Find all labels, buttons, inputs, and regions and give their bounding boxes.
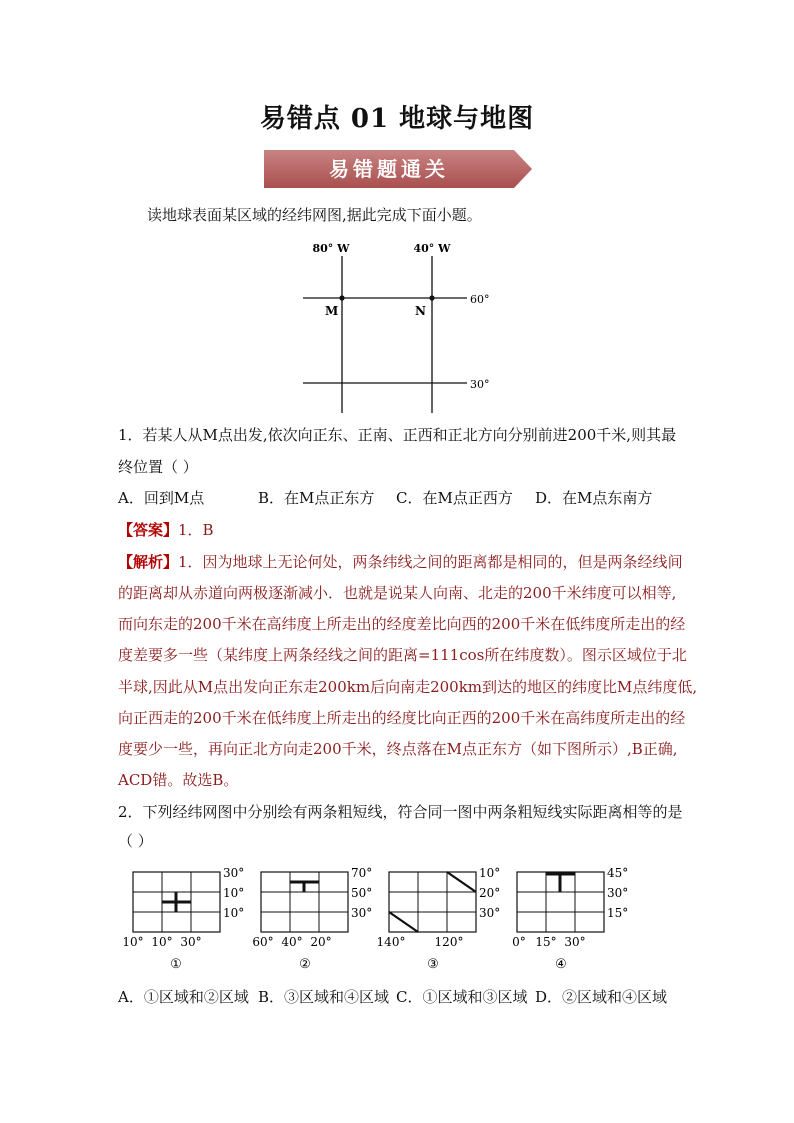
point-n-dot: [429, 295, 434, 300]
q2-grids-figure: [115, 858, 680, 978]
svg-text:30°: 30°: [351, 906, 373, 920]
q1-line-1: 1．若某人从M点出发,依次向正东、正南、正西和正北方向分别前进200千米,则其最: [118, 426, 677, 444]
q2-line-1: 2．下列经纬网图中分别绘有两条粗短线，符合同一图中两条粗短线实际距离相等的是: [118, 803, 683, 821]
q2-line-2: （ ）: [118, 832, 153, 850]
q2-option-b: B．③区域和④区域: [258, 988, 390, 1006]
svg-text:0°: 0°: [512, 935, 526, 949]
svg-text:30°: 30°: [479, 906, 501, 920]
section-banner: [264, 150, 532, 188]
point-m-label: M: [325, 304, 339, 318]
svg-text:45°: 45°: [607, 866, 629, 880]
svg-text:10°: 10°: [122, 935, 144, 949]
svg-text:15°: 15°: [535, 935, 557, 949]
grid-2: [252, 866, 372, 972]
analysis-line-6: 向正西走的200千米在低纬度上所走出的经度比向正西的200千米在高纬度所走出的经: [118, 709, 686, 727]
svg-text:30°: 30°: [223, 866, 245, 880]
svg-text:20°: 20°: [310, 935, 332, 949]
svg-text:30°: 30°: [564, 935, 586, 949]
svg-text:70°: 70°: [351, 866, 373, 880]
answer-value: 1．B: [178, 521, 214, 539]
grid-4-number: ④: [555, 957, 567, 972]
point-n-label: N: [415, 304, 426, 318]
q1-option-d: D．在M点东南方: [535, 489, 653, 507]
grid-3-number: ③: [427, 957, 439, 972]
grid-2-number: ②: [299, 957, 311, 972]
q1-option-c: C．在M点正西方: [396, 489, 513, 507]
svg-text:60°: 60°: [252, 935, 274, 949]
svg-text:10°: 10°: [223, 906, 245, 920]
grid-3-thick-line-bottom: [389, 912, 418, 932]
point-m-dot: [339, 295, 344, 300]
svg-text:20°: 20°: [479, 886, 501, 900]
grid-3-thick-line-top: [447, 872, 476, 892]
q2-option-d: D．②区域和④区域: [535, 988, 668, 1006]
answer-label: 【答案】: [118, 521, 179, 539]
q1-line-2: 终位置（ ）: [118, 458, 198, 476]
analysis-line-2: 的距离却从赤道向两极逐渐减小．也就是说某人向南、北走的200千米纬度可以相等,: [118, 584, 677, 602]
analysis-line-5: 半球,因此从M点出发向正东走200km后向南走200km到达的地区的纬度比M点纬度低,: [118, 678, 698, 696]
svg-text:10°: 10°: [479, 866, 501, 880]
lon-label-40w: 40° W: [413, 242, 451, 255]
svg-text:30°: 30°: [607, 886, 629, 900]
page-title: 易错点 01 地球与地图: [259, 104, 535, 134]
analysis-line-7: 度要少一些，再向正北方向走200千米，终点落在M点正东方（如下图所示）,B正确,: [118, 740, 678, 758]
svg-text:120°: 120°: [434, 935, 464, 949]
q1-option-b: B．在M点正东方: [258, 489, 375, 507]
svg-text:140°: 140°: [376, 935, 406, 949]
analysis-line-3: 而向东走的200千米在高纬度上所走出的经度差比向西的200千米在低纬度所走出的经: [118, 615, 686, 633]
lat-label-60: 60°: [470, 293, 490, 306]
banner-text: 易错题通关: [329, 157, 449, 181]
analysis-line-8: ACD错。故选B。: [118, 771, 239, 789]
q1-option-a: A．回到M点: [118, 489, 205, 507]
svg-text:10°: 10°: [223, 886, 245, 900]
answer-line: [118, 519, 214, 540]
lon-label-80w: 80° W: [312, 242, 350, 255]
svg-text:10°: 10°: [151, 935, 173, 949]
analysis-line-4: 度差要多一些（某纬度上两条经线之间的距离=111cos所在纬度数）。图示区域位于北: [118, 646, 687, 664]
lat-lon-grid-figure: [295, 238, 495, 418]
svg-text:30°: 30°: [180, 935, 202, 949]
grid-1-number: ①: [170, 957, 182, 972]
lat-label-30: 30°: [470, 378, 490, 391]
analysis-label: 【解析】: [118, 553, 179, 571]
grid-3: [377, 866, 501, 972]
svg-text:15°: 15°: [607, 906, 629, 920]
intro-text: 读地球表面某区域的经纬网图,据此完成下面小题。: [147, 206, 482, 224]
q2-option-a: A．①区域和②区域: [118, 988, 249, 1006]
analysis-line-1: 【解析】1．因为地球上无论何处，两条纬线之间的距离都是相同的，但是两条经线间: [118, 553, 683, 571]
grid-1: [122, 866, 244, 972]
grid-4: [512, 866, 628, 972]
q2-option-c: C．①区域和③区域: [396, 988, 528, 1006]
svg-text:40°: 40°: [281, 935, 303, 949]
svg-text:50°: 50°: [351, 886, 373, 900]
